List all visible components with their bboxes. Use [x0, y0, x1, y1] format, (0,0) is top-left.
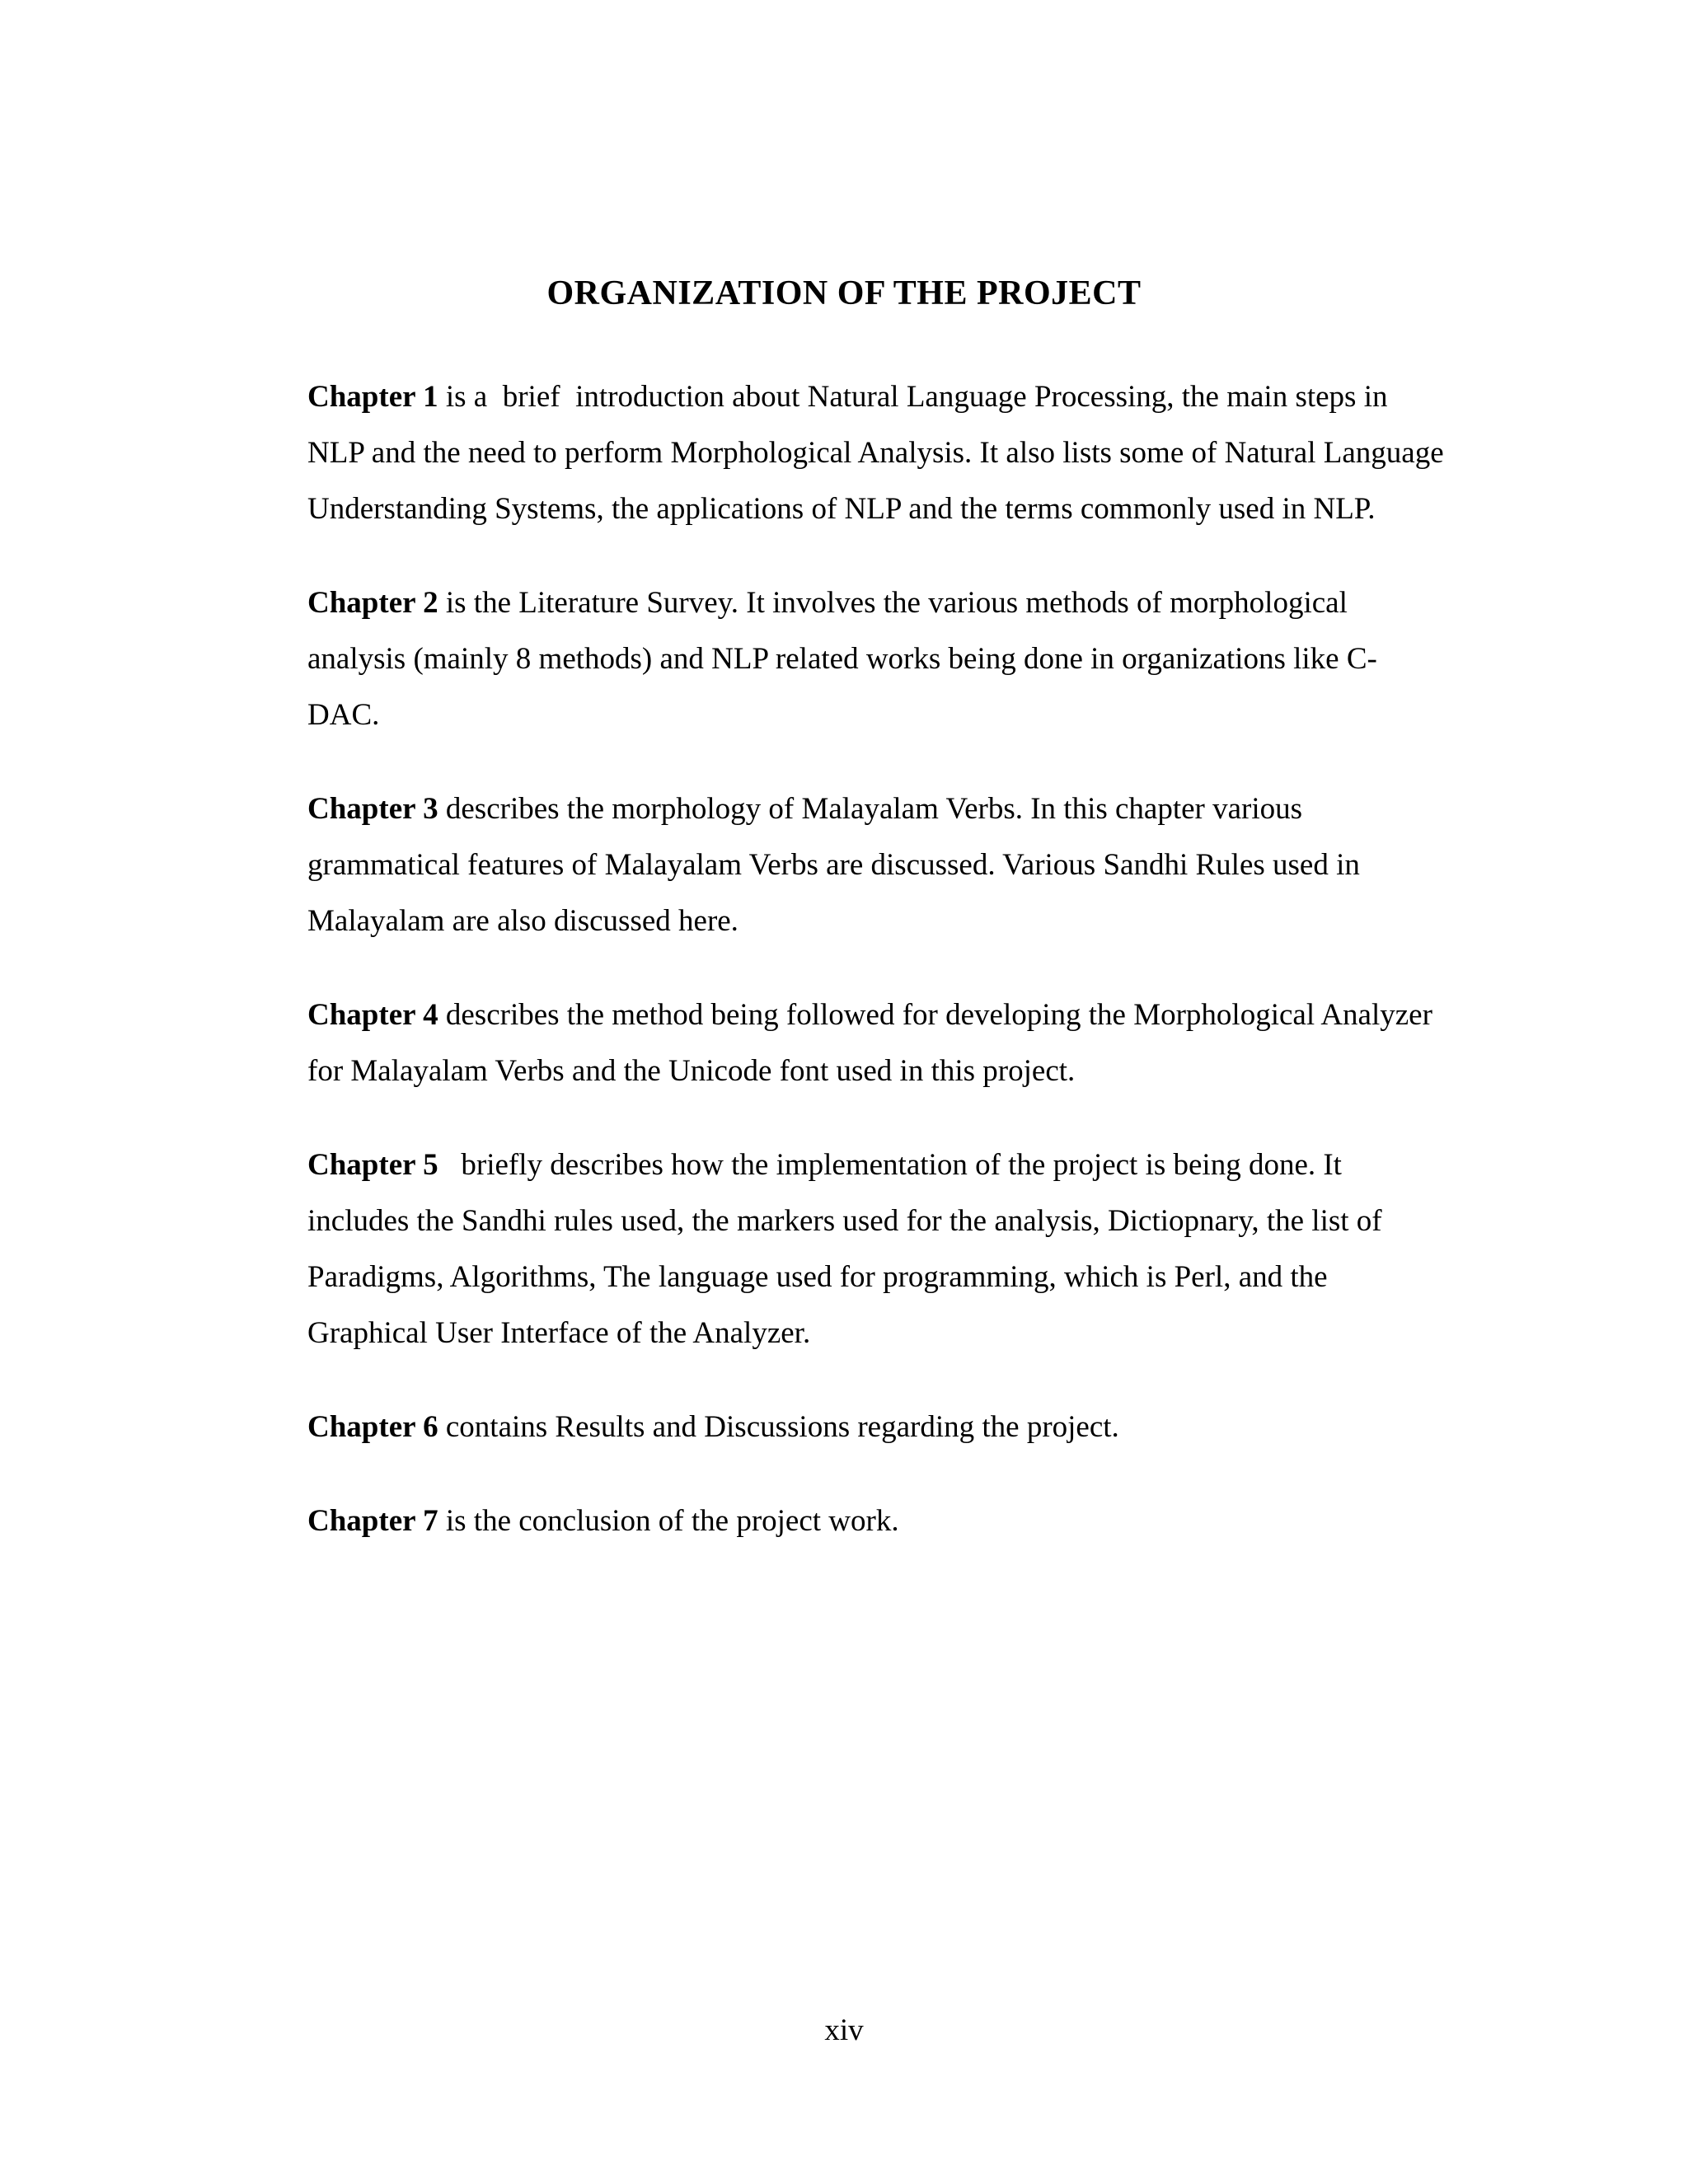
- chapter-description: is a brief introduction about Natural Language Processing, the main steps in NLP and the need to perform Morphological Analysis. It also lists some of Natural Language Understanding Systems, the applications of NLP and the terms commonly used in NLP.: [307, 380, 1451, 526]
- chapter-label: Chapter 1: [307, 380, 438, 414]
- chapter-label: Chapter 2: [307, 586, 438, 620]
- chapter-label: Chapter 5: [307, 1148, 438, 1182]
- chapter-description: is the conclusion of the project work.: [438, 1504, 899, 1538]
- page-title: ORGANIZATION OF THE PROJECT: [546, 274, 1142, 312]
- chapter-description: describes the method being followed for developing the Morphological Analyzer for Malayalam Verbs and the Unicode font used in this project.: [307, 998, 1441, 1088]
- chapter-paragraph-5: [307, 1137, 1445, 1361]
- chapter-label: Chapter 4: [307, 998, 438, 1032]
- chapter-paragraph-4: [307, 987, 1445, 1099]
- chapter-paragraph-2: [307, 575, 1445, 743]
- page-number: xiv: [824, 2013, 864, 2047]
- chapter-label: Chapter 7: [307, 1504, 438, 1538]
- chapter-paragraph-7: [307, 1493, 1445, 1549]
- chapter-paragraph-1: [307, 369, 1451, 537]
- chapter-label: Chapter 3: [307, 792, 438, 826]
- chapter-description: contains Results and Discussions regarding the project.: [438, 1410, 1119, 1444]
- chapter-list: [307, 369, 1451, 1587]
- chapter-description: describes the morphology of Malayalam Verbs. In this chapter various grammatical features of Malayalam Verbs are discussed. Various Sandhi Rules used in Malayalam are also discussed here.: [307, 792, 1368, 938]
- chapter-description: briefly describes how the implementation of the project is being done. It includes the Sandhi rules used, the markers used for the analysis, Dictiopnary, the list of Paradigms, Algorithms, The language used for programming, which is Perl, and the Graphical User Interface of the Analyzer.: [307, 1148, 1390, 1350]
- chapter-label: Chapter 6: [307, 1410, 438, 1444]
- chapter-description: is the Literature Survey. It involves the various methods of morphological analysis (mainly 8 methods) and NLP related works being done in organizations like C-DAC.: [307, 586, 1377, 732]
- chapter-paragraph-6: [307, 1399, 1445, 1455]
- chapter-paragraph-3: [307, 781, 1445, 949]
